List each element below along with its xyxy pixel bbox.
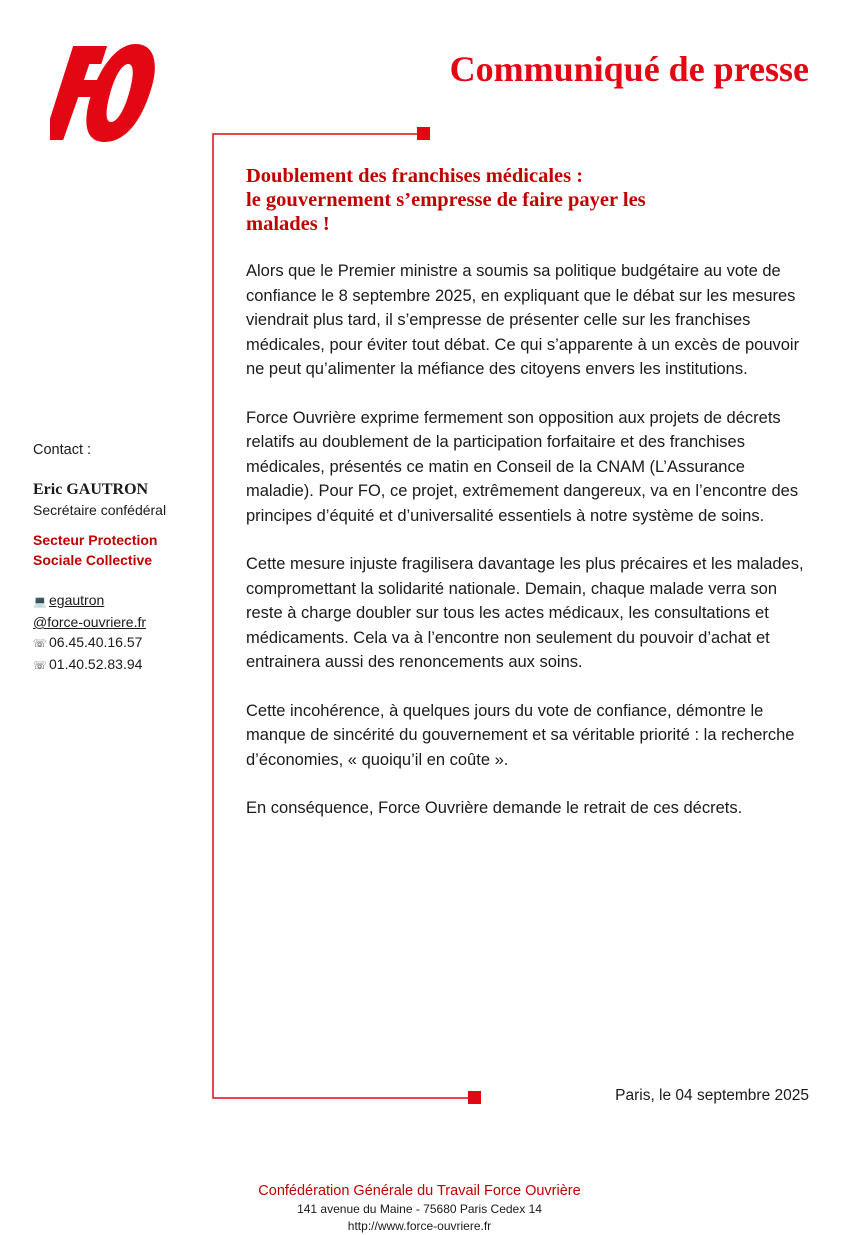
contact-label: Contact : [33, 442, 92, 458]
headline-line-1: Doublement des franchises médicales : [246, 165, 584, 187]
press-body [246, 259, 811, 845]
footer [0, 1182, 809, 1235]
frame-bottom-square [468, 1091, 481, 1104]
footer-website[interactable]: http://www.force-ouvriere.fr [347, 1219, 492, 1233]
paragraph-5: En conséquence, Force Ouvrière demande le retrait de ces décrets. [246, 799, 743, 817]
sector-line-1: Secteur Protection [33, 532, 158, 548]
contact-sidebar [33, 440, 208, 676]
contact-role: Secrétaire confédéral [33, 502, 167, 518]
contact-sector [33, 530, 208, 570]
frame-top-square [417, 127, 430, 140]
headline-line-3: malades ! [246, 213, 330, 235]
phone-number-1: 06.45.40.16.57 [49, 634, 143, 650]
press-release-title: Communiqué de presse [449, 49, 809, 89]
headline [246, 164, 806, 236]
phone-number-2: 01.40.52.83.94 [49, 656, 143, 672]
date-line: Paris, le 04 septembre 2025 [615, 1087, 809, 1104]
email-link-part-1[interactable]: egautron [49, 592, 105, 608]
paragraph-4: Cette incohérence, à quelques jours du vote de confiance, démontre le manque de sincérité du gouvernement et sa véritable priorité : la recherche d’économies, « quoiqu’il en coûte ». [246, 701, 795, 769]
footer-address: 141 avenue du Maine - 75680 Paris Cedex 14 [297, 1202, 542, 1216]
contact-name: Eric GAUTRON [33, 481, 149, 498]
telephone-icon: ☏ [33, 660, 47, 672]
paragraph-2: Force Ouvrière exprime fermement son opposition aux projets de décrets relatifs au doublement de la participation forfaitaire et des franchises médicales, présentés ce matin en Conseil de la CNAM (L’Assurance maladie). Pour FO, ce projet, extrêmement dangereux, va en l’encontre des principes d’équité et d’universalité essentiels à notre système de soins. [246, 408, 799, 525]
telephone-icon: ☏ [33, 638, 47, 650]
paragraph-1: Alors que le Premier ministre a soumis sa politique budgétaire au vote de confiance le 8 septembre 2025, en expliquant que le débat sur les mesures viendrait plus tard, il s’empresse de présenter celle sur les franchises médicales, pour éviter tout débat. Ce qui s’apparente à un excès de pouvoir ne peut qu’alimenter la méfiance des citoyens envers les institutions. [246, 262, 800, 378]
phone-row-2 [33, 654, 208, 676]
email-link-part-2[interactable]: @force-ouvriere.fr [33, 614, 147, 630]
email-row-2 [33, 612, 208, 632]
contact-details [33, 590, 208, 676]
sector-line-2: Sociale Collective [33, 552, 153, 568]
paragraph-3: Cette mesure injuste fragilisera davantage les plus précaires et les malades, compromettant la solidarité nationale. Demain, chaque malade verra son reste à charge doubler sur tous les actes médicaux, les consultations et médicaments. Cela va à l’encontre non seulement du pouvoir d’achat et entrainera aussi des renoncements aux soins. [246, 555, 804, 671]
fo-logo-graphic [50, 42, 162, 144]
phone-row-1 [33, 632, 208, 654]
fo-logo [50, 42, 162, 144]
email-row [33, 590, 208, 612]
laptop-icon: 💻 [33, 596, 47, 608]
footer-organization: Confédération Générale du Travail Force Ouvrière [258, 1183, 581, 1199]
headline-line-2: le gouvernement s’empresse de faire payer les [246, 189, 646, 211]
